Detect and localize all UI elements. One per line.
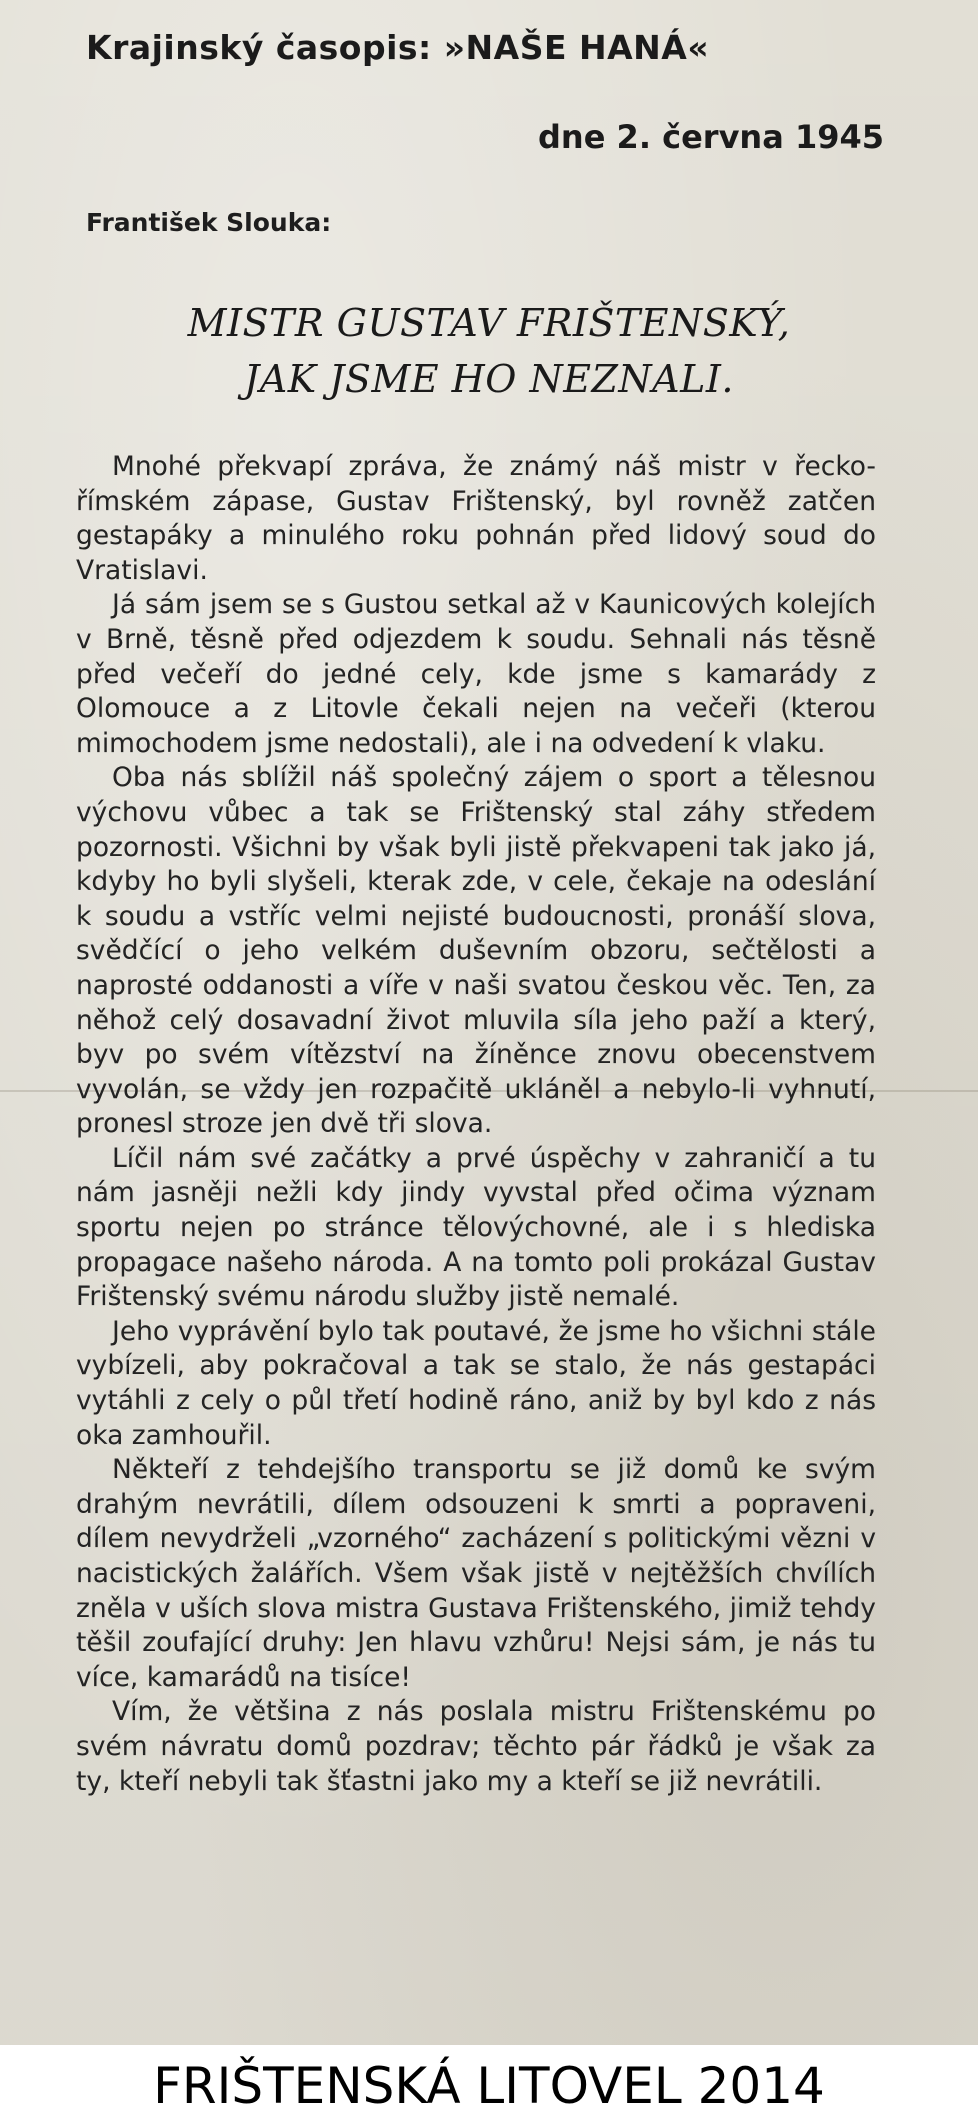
footer-caption: FRIŠTENSKÁ LITOVEL 2014 — [0, 2045, 978, 2127]
article-paragraph-3: Oba nás sblížil náš společný zájem o sport a tělesnou výchovu vůbec a tak se Frištenský stal záhy středem pozornosti. Všichni by však byli jistě překvapeni tak jako já, kdyby ho byli slyšeli, kterak zde, v cele, čekaje na odeslání k soudu a vstříc velmi nejisté budoucnosti, pronáší slova, svědčící o jeho velkém duševním obzoru, sečtělosti a naprosté oddanosti a víře v naši svatou českou věc. Ten, za něhož celý dosavadní život mluvila síla jeho paží a který, byv po svém vítězství na žíněnce znovu obecenstvem vyvolán, se vždy jen rozpačitě ukláněl a nebylo-li vyhnutí, pronesl stroze jen dvě tři slova. — [76, 762, 876, 1140]
article-paragraph-2: Já sám jsem se s Gustou setkal až v Kaunicových kolejích v Brně, těsně před odjezdem k soudu. Sehnali nás těsně před večeří do jedné cely, kde jsme s kamarády z Olomouce a z Litovle čekali nejen na večeři (kterou mimochodem jsme nedostali), ale i na odvedení k vlaku. — [76, 589, 876, 759]
article-title — [0, 295, 978, 407]
article-paragraph-5: Jeho vyprávění bylo tak poutavé, že jsme ho všichni stále vybízeli, aby pokračoval a tak se stalo, že nás gestapáci vytáhli z cely o půl třetí hodině ráno, aniž by byl kdo z nás oka zamhouřil. — [76, 1315, 876, 1451]
article-paragraph-1: Mnohé překvapí zpráva, že známý náš mistr v řecko-římském zápase, Gustav Frištenský, byl rovněž zatčen gestapáky a minulého roku pohnán před lidový soud do Vratislavi. — [76, 451, 876, 586]
article-body — [76, 450, 876, 1799]
journal-name: Krajinský časopis: »NAŠE HANÁ« — [86, 28, 710, 67]
article-paragraph-7: Vím, že většina z nás poslala mistru Frištenskému po svém návratu domů pozdrav; těchto pár řádků je však za ty, kteří nebyli tak šťastni jako my a kteří se již nevrátili. — [76, 1696, 876, 1797]
article-paragraph-6: Někteří z tehdejšího transportu se již domů ke svým drahým nevrátili, dílem odsouzeni k smrti a popraveni, dílem nevydrželi „vzorného“ zacházení s politickými vězni v nacistických žalářích. Všem však jistě v nejtěžších chvílích zněla v uších slova mistra Gustava Frištenského, jimiž tehdy těšil zoufající druhy: Jen hlavu vzhůru! Nejsi sám, je nás tu více, kamarádů na tisíce! — [76, 1454, 876, 1693]
article-title-line-1: MISTR GUSTAV FRIŠTENSKÝ, — [187, 301, 791, 345]
article-title-line-2: JAK JSME HO NEZNALI. — [244, 357, 734, 401]
article-paragraph-4: Líčil nám své začátky a prvé úspěchy v zahraničí a tu nám jasněji nežli kdy jindy vyvstal před očima význam sportu nejen po stránce tělovýchovné, ale i s hlediska propagace našeho národa. A na tomto poli prokázal Gustav Frištenský svému národu služby jistě nemalé. — [76, 1142, 876, 1313]
issue-date: dne 2. června 1945 — [538, 118, 884, 156]
author-name: František Slouka: — [86, 208, 332, 237]
